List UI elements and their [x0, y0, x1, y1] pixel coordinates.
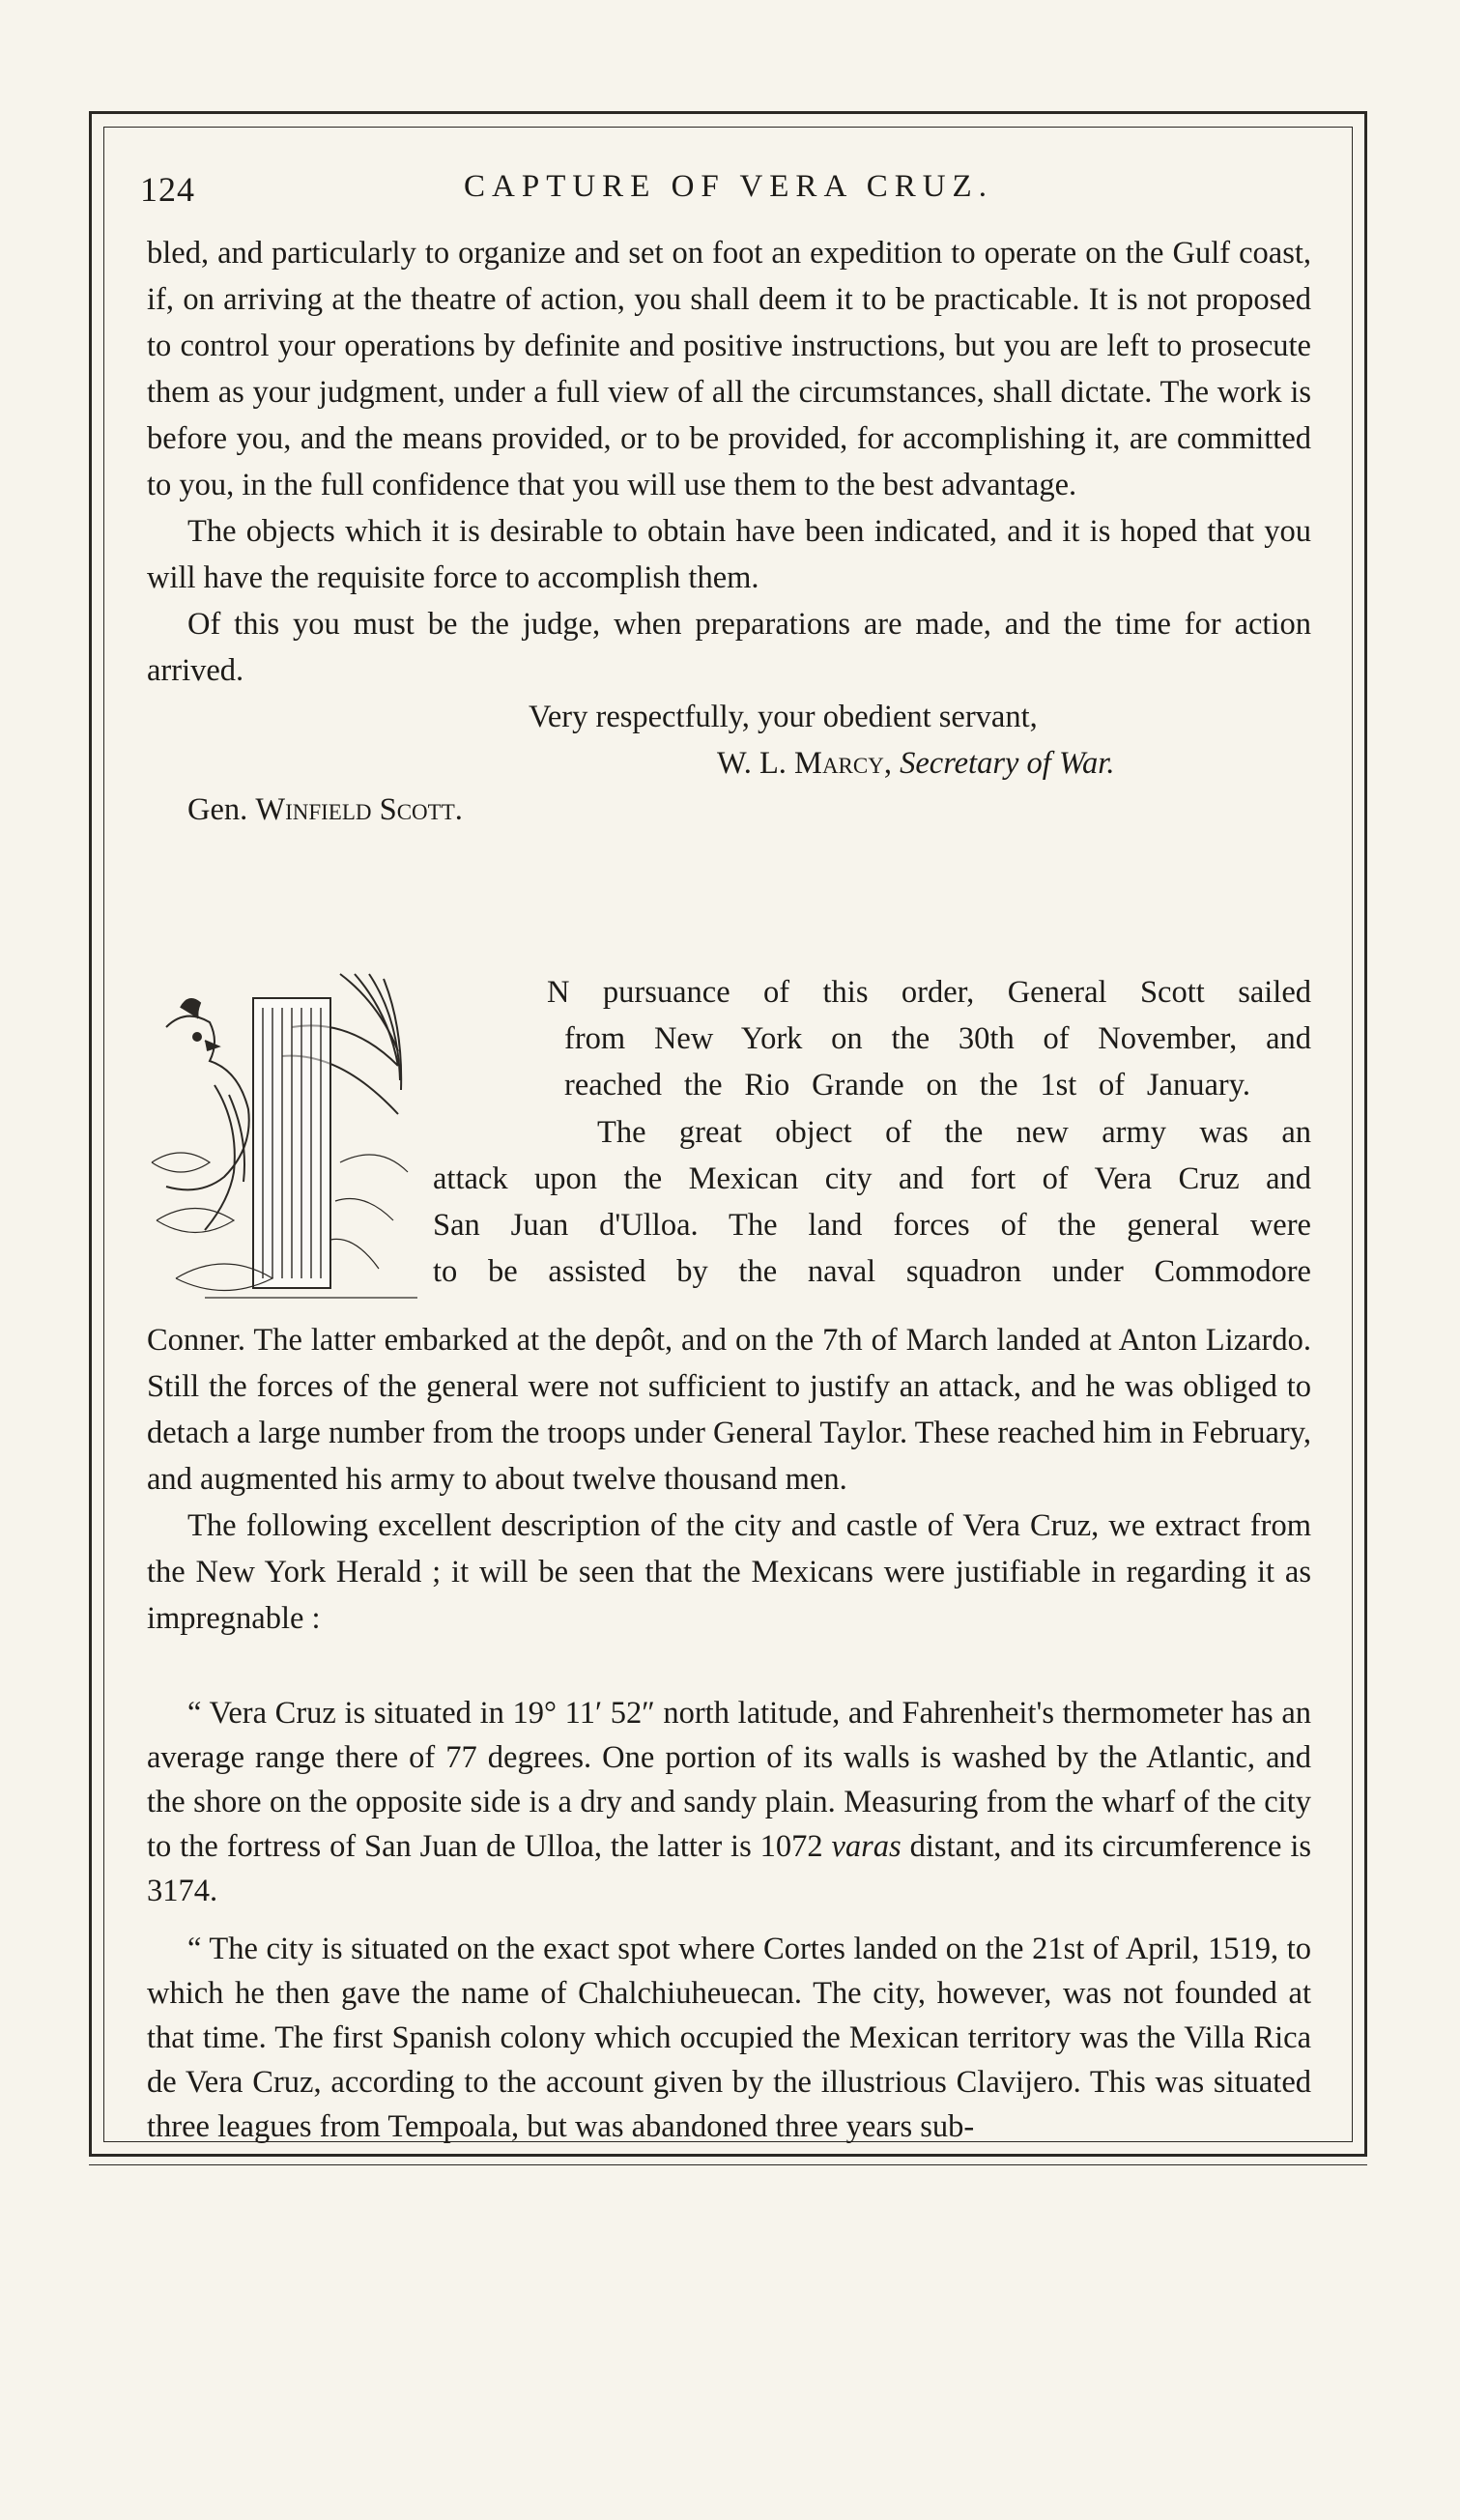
letter-paragraph: Of this you must be the judge, when preparations are made, and the time for action arrived.: [147, 607, 1311, 688]
quote-text: “ Vera Cruz is situated in 19° 11′ 52″ north latitude, and Fahrenheit's thermometer has an average range there of 77 degrees. One portion of its walls is washed by the Atlantic, and the shore on the opposite side is a dry and sandy plain. Measuring from the wharf of the city to the fortress of San Juan de Ulloa, the latter is 1072: [147, 1696, 1311, 1864]
dropcap-line: San Juan d'Ulloa. The land forces of the general were: [433, 1208, 1311, 1243]
signature-name: W. L. Marcy,: [717, 746, 892, 781]
dropcap-line: reached the Rio Grande on the 1st of January.: [564, 1068, 1250, 1102]
running-title: CAPTURE OF VERA CRUZ.: [464, 169, 993, 204]
letter-signature: [147, 740, 1311, 787]
dropcap-line: attack upon the Mexican city and fort of Vera Cruz and: [433, 1161, 1311, 1196]
dropcap-line: from New York on the 30th of November, and: [564, 1021, 1311, 1056]
narrative-paragraph: The following excellent description of the city and castle of Vera Cruz, we extract from the New York Herald ; it will be seen that the Mexicans were justifiable in regarding it as impregnable :: [147, 1508, 1311, 1636]
narrative-paragraph: Conner. The latter embarked at the depôt, and on the 7th of March landed at Anton Lizardo. Still the forces of the general were not sufficient to justify an attack, and he was obliged to detach a large number from the troops under General Taylor. These reached him in February, and augmented his army to about twelve thousand men.: [147, 1323, 1311, 1497]
quote-paragraph: [147, 1691, 1311, 1913]
dropcap-line: The great object of the new army was an: [597, 1115, 1311, 1150]
page-number: 124: [140, 170, 195, 209]
letter-addressee: [147, 787, 1311, 833]
letter-paragraph: bled, and particularly to organize and set on foot an expedition to operate on the Gulf coast, if, on arriving at the theatre of action, you shall deem it to be practicable. It is not proposed to control your operations by definite and positive instructions, but you are left to prosecute them as your judgment, under a full view of all the circumstances, shall dictate. The work is before you, and the means provided, or to be provided, for accomplishing it, are committed to you, in the full confidence that you will use them to the best advantage.: [147, 236, 1311, 502]
dropcap-line: to be assisted by the naval squadron under Commodore: [433, 1254, 1311, 1289]
dropcap-section: [147, 969, 1311, 1336]
signature-title: Secretary of War.: [900, 746, 1115, 781]
quote-italic-term: varas: [831, 1829, 902, 1864]
quote-text: distant, and its circumference is 3174.: [147, 1829, 1311, 1908]
quote-paragraph: “ The city is situated on the exact spot where Cortes landed on the 21st of April, 1519, to which he then gave the name of Chalchiuheuecan. The city, however, was not founded at that time. The first Spanish colony which occupied the Mexican territory was the Villa Rica de Vera Cruz, according to the account given by the illustrious Clavijero. This was situated three leagues from Tempoala, but was abandoned three years sub-: [147, 1932, 1311, 2144]
letter-closing: Very respectfully, your obedient servant,: [529, 700, 1038, 734]
quoted-description: [147, 1691, 1311, 2149]
addressee-prefix: Gen.: [187, 792, 248, 827]
page-frame-rule: [89, 2164, 1367, 2165]
dropcap-line: N pursuance of this order, General Scott sailed: [547, 975, 1311, 1010]
letter-body: [147, 230, 1311, 833]
narrative-body: [147, 1317, 1311, 1642]
addressee-name: Winfield Scott.: [255, 792, 463, 827]
letter-paragraph: The objects which it is desirable to obtain have been indicated, and it is hoped that you will have the requisite force to accomplish them.: [147, 514, 1311, 595]
